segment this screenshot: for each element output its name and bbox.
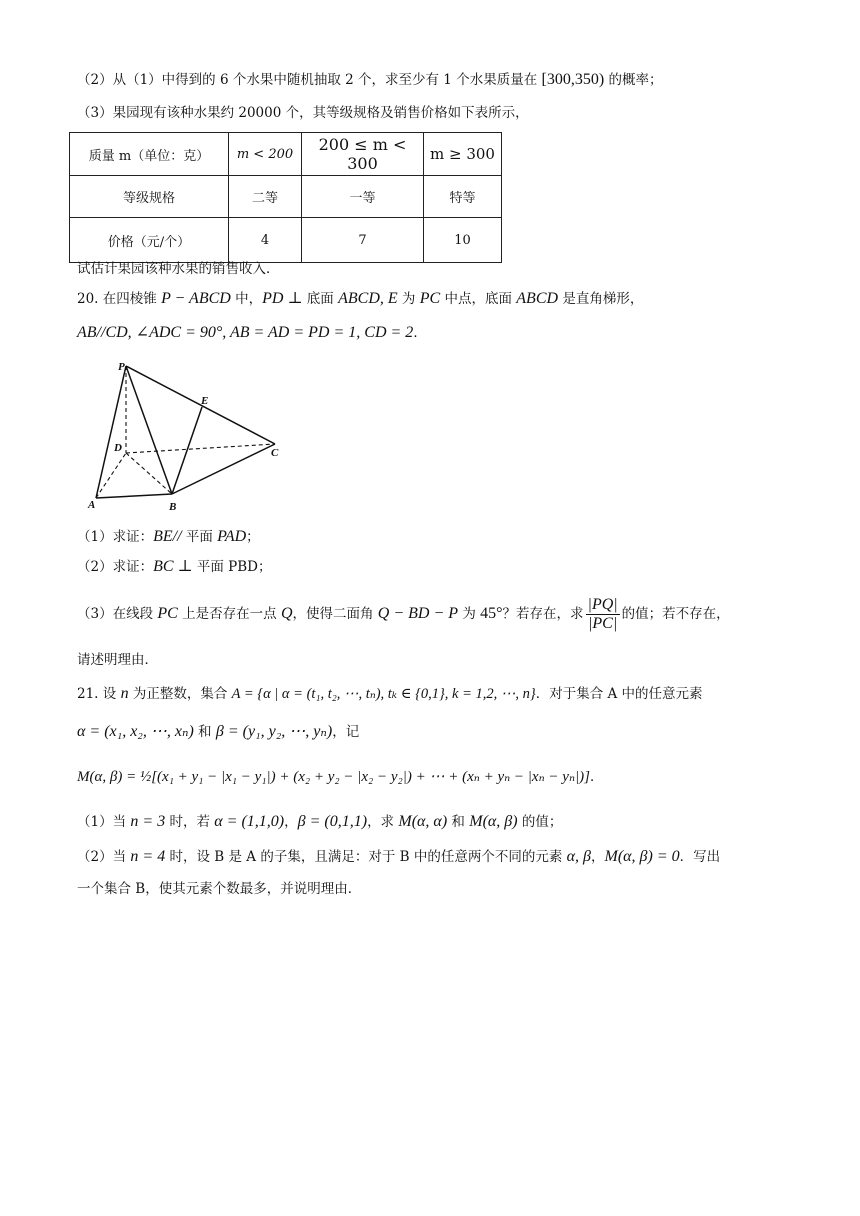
table-cell: 7 [302, 218, 424, 263]
q20-line2: AB//CD, ∠ADC = 90°, AB = AD = PD = 1, CD = 2． [77, 324, 427, 341]
table-row [70, 218, 502, 263]
edge-DC [126, 444, 275, 453]
label-D: D [114, 442, 122, 454]
label-B: B [169, 501, 177, 513]
edge-AB [96, 494, 172, 498]
q19-estimate: 试估计果园该种水果的销售收入． [77, 261, 280, 277]
ratio-fraction: $\frac{|PQ|}{|PC|}$ [587, 596, 618, 632]
q21-line2: α = (x₁, x₂, ⋯, xₙ) 和 β = (y₁, y₂, ⋯, yₙ)，记 [77, 723, 360, 740]
table-cell: 特等 [424, 176, 502, 218]
table-cell: 价格（元/个） [70, 218, 229, 263]
table-header-cell: 200 ≤ m < 300 [302, 133, 424, 176]
label-P: P [118, 361, 125, 373]
table-header-cell: 质量 m（单位：克） [70, 133, 229, 176]
table-cell: 二等 [229, 176, 302, 218]
table-header-cell: m < 200 [229, 133, 302, 176]
interval-300-350: [300,350) [541, 71, 605, 88]
q21-line1: 21. 设 n 为正整数，集合 A = {α | α = (t₁, t₂, ⋯, tₙ), tₖ ∈ {0,1}, k = 1,2, ⋯, n}．对于集合 A 中的任意元素 [77, 685, 703, 702]
label-A: A [88, 499, 96, 511]
q20-part2: （2）求证：BC ⊥ 平面 PBD； [77, 558, 272, 575]
table-cell: 4 [229, 218, 302, 263]
table-cell: 等级规格 [70, 176, 229, 218]
table-row [70, 176, 502, 218]
table-cell: 10 [424, 218, 502, 263]
q21-part2: （2）当 n = 4 时，设 B 是 A 的子集，且满足：对于 B 中的任意两个不同的元素 α, β，M(α, β) = 0．写出 [77, 848, 721, 865]
q20-part3-cont: 请述明理由． [77, 652, 158, 668]
table-cell: 一等 [302, 176, 424, 218]
q20-part3: （3）在线段 PC 上是否存在一点 Q，使得二面角 Q − BD − P 为 45°？若存在，求 $\frac{|PQ|}{|PC|}$ 的值；若不存在， [77, 596, 730, 632]
table-header-cell: m ≥ 300 [424, 133, 502, 176]
edge-PB [126, 366, 172, 494]
q21-part2-cont: 一个集合 B，使其元素个数最多，并说明理由． [77, 881, 362, 897]
edge-PA [96, 366, 126, 498]
edge-BC [172, 444, 275, 494]
grade-price-table [69, 132, 502, 263]
label-C: C [271, 447, 279, 459]
q21-M-definition: M(α, β) = ½[(x₁ + y₁ − |x₁ − y₁|) + (x₂ + y₂ − |x₂ − y₂|) + ⋯ + (xₙ + yₙ − |xₙ − yₙ|)]． [77, 769, 604, 785]
q20-line1: 20. 在四棱锥 P − ABCD 中，PD ⊥ 底面 ABCD, E 为 PC 中点，底面 ABCD 是直角梯形， [77, 290, 644, 307]
q21-part1: （1）当 n = 3 时，若 α = (1,1,0)，β = (0,1,1)，求 M(α, α) 和 M(α, β) 的值； [77, 813, 563, 830]
table-row [70, 133, 502, 176]
pyramid-figure [82, 358, 292, 514]
label-E: E [201, 395, 209, 407]
q20-part1: （1）求证：BE// 平面 PAD； [77, 528, 260, 545]
q19-part3-intro: （3）果园现有该种水果约 20000 个，其等级规格及销售价格如下表所示， [77, 105, 529, 121]
q19-part2: （2）从（1）中得到的 6 个水果中随机抽取 2 个，求至少有 1 个水果质量在 [300,350) 的概率； [77, 71, 663, 88]
